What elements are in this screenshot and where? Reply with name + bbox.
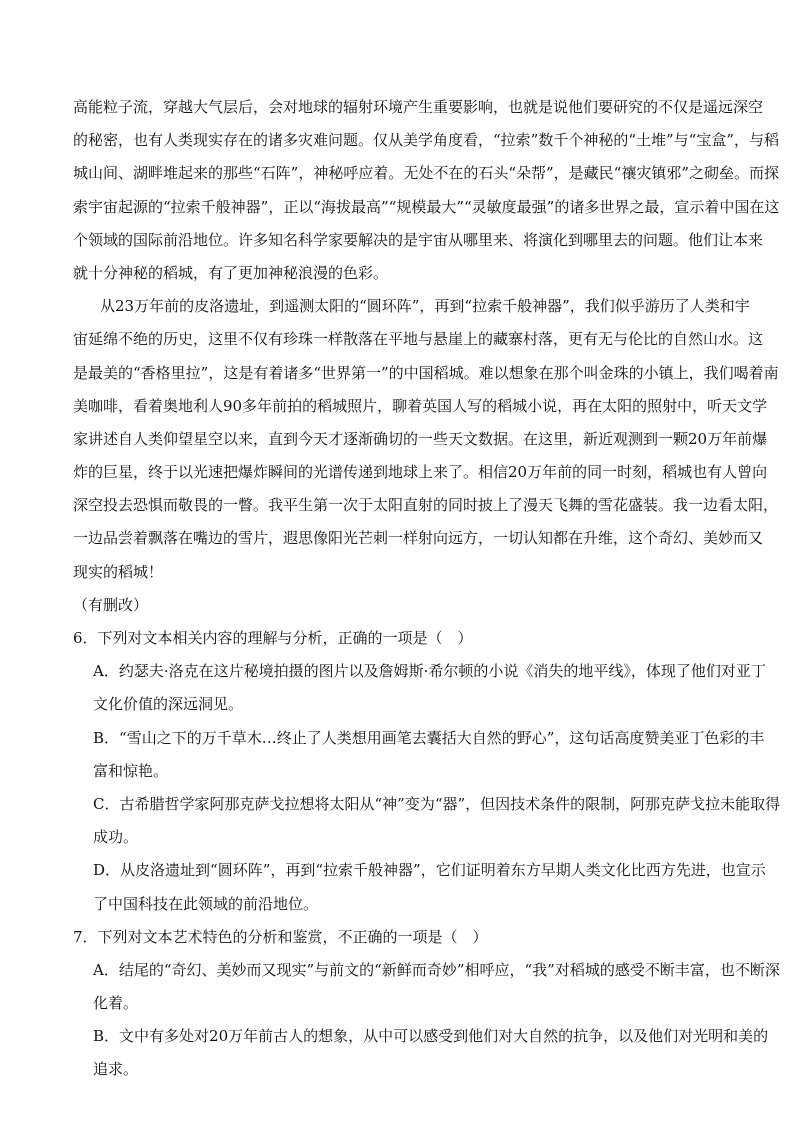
- passage-line: 的秘密，也有人类现实存在的诸多灾难问题。仅从美学角度看，“拉索”数千个神秘的“土堆”与“宝盒”，与稻: [73, 131, 780, 150]
- question-option: A．约瑟夫·洛克在这片秘境拍摄的图片以及詹姆斯·希尔顿的小说《消失的地平线》，体现了他们对亚丁: [93, 662, 766, 681]
- passage-line: 宙延绵不绝的历史，这里不仅有珍珠一样散落在平地与悬崖上的藏寨村落，更有无与伦比的自然山水。这: [73, 330, 764, 349]
- question-option: 富和惊艳。: [93, 761, 169, 780]
- question-option: 文化价值的深远洞见。: [93, 695, 244, 714]
- passage-line: 就十分神秘的稻城，有了更加神秘浪漫的色彩。: [73, 263, 389, 282]
- question-option: C．古希腊哲学家阿那克萨戈拉想将太阳从“神”变为“器”，但因技术条件的限制，阿那克萨戈拉未能取得: [93, 794, 781, 813]
- passage-line: 从23万年前的皮洛遗址，到遥测太阳的“圆环阵”，再到“拉索千般神器”，我们似乎游历了人类和宇: [100, 297, 750, 316]
- passage-line: 炸的巨星，终于以光速把爆炸瞬间的光谱传递到地球上来了。相信20万年前的同一时刻，稻城也有人曾向: [73, 463, 768, 482]
- question-option: 追求。: [93, 1060, 139, 1079]
- question-stem: 6．下列对文本相关内容的理解与分析，正确的一项是（ ）: [73, 629, 473, 647]
- question-option: 成功。: [93, 828, 139, 847]
- question-option: 了中国科技在此领域的前沿地位。: [93, 894, 319, 913]
- passage-line: 家讲述自人类仰望星空以来，直到今天才逐渐确切的一些天文数据。在这里，新近观测到一颗20万年前爆: [73, 429, 768, 448]
- passage-line: 深空投去恐惧而敬畏的一瞥。我平生第一次于太阳直射的同时披上了漫天飞舞的雪花盛装。我一边看太阳，: [73, 496, 779, 515]
- question-option: 化着。: [93, 994, 139, 1013]
- passage-line: 现实的稻城！: [73, 562, 164, 581]
- passage-line: 美咖啡，看着奥地利人90多年前拍的稻城照片，聊着英国人写的稻城小说，再在太阳的照射中，听天文学: [73, 396, 768, 415]
- document-page: [73, 96, 781, 1092]
- passage-line: 是最美的“香格里拉”，这是有着诸多“世界第一”的中国稻城。难以想象在那个叫金珠的小镇上，我们喝着南: [73, 363, 779, 382]
- passage-line: 城山间、湖畔堆起来的那些“石阵”，神秘呼应着。无处不在的石头“朵帮”，是藏民“禳灾镇邪”之砌垒。而探: [73, 164, 780, 183]
- passage-line: 个领域的国际前沿地位。许多知名科学家要解决的是宇宙从哪里来、将演化到哪里去的问题。他们让本来: [73, 230, 764, 249]
- passage-line: 索宇宙起源的“拉索千般神器”，正以“海拔最高”“规模最大”“灵敏度最强”的诸多世界之最，宣示着中国在这: [73, 197, 780, 216]
- question-option: D．从皮洛遗址到“圆环阵”，再到“拉索千般神器”，它们证明着东方早期人类文化比西方先进，也宣示: [93, 861, 766, 880]
- question-stem: 7．下列对文本艺术特色的分析和鉴赏，不正确的一项是（ ）: [73, 927, 488, 946]
- question-option: B．“雪山之下的万千草木…终止了人类想用画笔去囊括大自然的野心”，这句话高度赞美亚丁色彩的丰: [93, 728, 765, 747]
- question-option: B．文中有多处对20万年前古人的想象，从中可以感受到他们对大自然的抗争，以及他们对光明和美的: [93, 1027, 769, 1046]
- source-note: （有删改）: [73, 595, 149, 614]
- passage-line: 一边品尝着飘落在嘴边的雪片，遐思像阳光芒刺一样射向远方，一切认知都在升维，这个奇幻、美妙而又: [73, 529, 764, 548]
- passage-line: 高能粒子流，穿越大气层后，会对地球的辐射环境产生重要影响，也就是说他们要研究的不仅是遥远深空: [73, 98, 764, 116]
- question-option: A．结尾的“奇幻、美妙而又现实”与前文的“新鲜而奇妙”相呼应，“我”对稻城的感受不断丰富，也不断深: [93, 960, 780, 979]
